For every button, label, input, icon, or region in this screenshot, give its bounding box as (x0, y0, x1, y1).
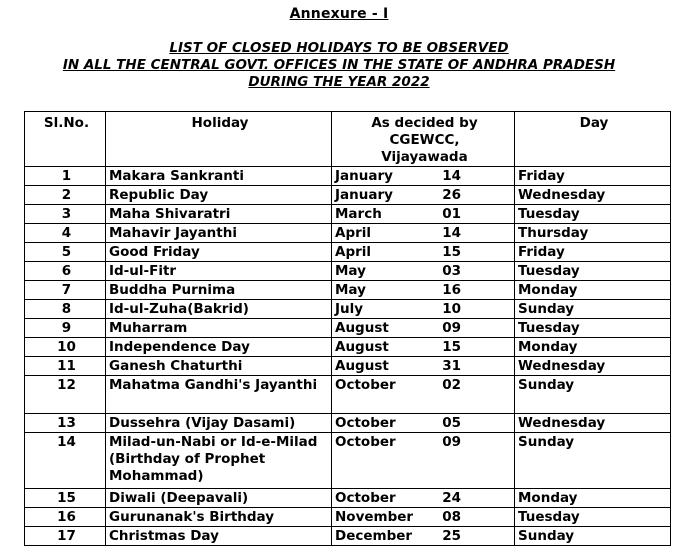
cell-holiday: Gurunanak's Birthday (106, 508, 332, 527)
cell-day: Monday (515, 489, 671, 508)
cell-date (332, 262, 515, 281)
month-text: May (335, 282, 366, 298)
title-line-2: IN ALL THE CENTRAL GOVT. OFFICES IN THE STATE OF ANDHRA PRADESH (62, 57, 616, 73)
cell-day: Wednesday (515, 357, 671, 376)
month-text: August (335, 358, 389, 374)
cell-day: Tuesday (515, 508, 671, 527)
month-text: May (335, 263, 366, 279)
date-number: 10 (442, 301, 461, 317)
cell-holiday: Independence Day (106, 338, 332, 357)
title-line-1: LIST OF CLOSED HOLIDAYS TO BE OBSERVED (169, 40, 509, 56)
date-number: 14 (442, 168, 461, 184)
header-sl-no: Sl.No. (25, 112, 106, 167)
cell-day: Wednesday (515, 186, 671, 205)
month-text: October (335, 434, 396, 450)
cell-holiday: Diwali (Deepavali) (106, 489, 332, 508)
cell-day: Thursday (515, 224, 671, 243)
cell-day: Tuesday (515, 262, 671, 281)
cell-date (332, 508, 515, 527)
cell-holiday: Good Friday (106, 243, 332, 262)
table-row (25, 281, 671, 300)
table-row (25, 167, 671, 186)
table-row (25, 376, 671, 414)
cell-sl-no: 11 (25, 357, 106, 376)
table-row (25, 319, 671, 338)
cell-sl-no: 14 (25, 433, 106, 489)
cell-sl-no: 12 (25, 376, 106, 414)
table-row (25, 224, 671, 243)
cell-sl-no: 2 (25, 186, 106, 205)
cell-date (332, 300, 515, 319)
cell-date (332, 281, 515, 300)
cell-date (332, 338, 515, 357)
title-line-3: DURING THE YEAR 2022 (248, 74, 430, 90)
cell-sl-no: 1 (25, 167, 106, 186)
table-row (25, 433, 671, 489)
table-row (25, 414, 671, 433)
date-number: 03 (442, 263, 461, 279)
cell-sl-no: 16 (25, 508, 106, 527)
date-number: 02 (442, 377, 461, 393)
date-number: 31 (442, 358, 461, 374)
month-text: December (335, 528, 413, 544)
table-row (25, 205, 671, 224)
cell-holiday: Milad-un-Nabi or Id-e-Milad (Birthday of Prophet Mohammad) (106, 433, 332, 489)
cell-sl-no: 5 (25, 243, 106, 262)
table-row (25, 338, 671, 357)
cell-holiday: Maha Shivaratri (106, 205, 332, 224)
table-row (25, 300, 671, 319)
cell-sl-no: 10 (25, 338, 106, 357)
cell-holiday: Mahatma Gandhi's Jayanthi (106, 376, 332, 414)
cell-day: Tuesday (515, 205, 671, 224)
date-number: 14 (442, 225, 461, 241)
cell-holiday: Buddha Purnima (106, 281, 332, 300)
date-number: 16 (442, 282, 461, 298)
date-number: 25 (442, 528, 461, 544)
month-text: October (335, 377, 396, 393)
cell-day: Monday (515, 281, 671, 300)
header-day: Day (515, 112, 671, 167)
month-text: November (335, 509, 414, 525)
cell-holiday: Id-ul-Zuha(Bakrid) (106, 300, 332, 319)
cell-date (332, 376, 515, 414)
table-row (25, 508, 671, 527)
cell-day: Sunday (515, 300, 671, 319)
table-body (25, 167, 671, 546)
table-row (25, 243, 671, 262)
date-number: 09 (442, 320, 461, 336)
table-row (25, 262, 671, 281)
month-text: April (335, 225, 372, 241)
month-text: January (335, 168, 393, 184)
month-text: April (335, 244, 372, 260)
cell-date (332, 243, 515, 262)
cell-day: Tuesday (515, 319, 671, 338)
cell-date (332, 489, 515, 508)
cell-date (332, 224, 515, 243)
cell-sl-no: 7 (25, 281, 106, 300)
table-row (25, 489, 671, 508)
month-text: October (335, 415, 396, 431)
cell-holiday: Id-ul-Fitr (106, 262, 332, 281)
cell-date (332, 167, 515, 186)
month-text: August (335, 339, 389, 355)
cell-day: Sunday (515, 376, 671, 414)
cell-holiday: Makara Sankranti (106, 167, 332, 186)
header-decided-by-line-2: CGEWCC, (389, 132, 460, 148)
date-number: 08 (442, 509, 461, 525)
date-number: 15 (442, 244, 461, 260)
month-text: October (335, 490, 396, 506)
header-decided-by (332, 112, 515, 167)
cell-date (332, 433, 515, 489)
cell-sl-no: 17 (25, 527, 106, 546)
cell-sl-no: 9 (25, 319, 106, 338)
cell-day: Friday (515, 167, 671, 186)
annexure-heading: Annexure - I (289, 6, 389, 22)
header-holiday: Holiday (106, 112, 332, 167)
cell-holiday: Ganesh Chaturthi (106, 357, 332, 376)
cell-holiday: Mahavir Jayanthi (106, 224, 332, 243)
cell-day: Sunday (515, 527, 671, 546)
date-number: 26 (442, 187, 461, 203)
cell-sl-no: 6 (25, 262, 106, 281)
month-text: July (335, 301, 364, 317)
cell-sl-no: 8 (25, 300, 106, 319)
table-row (25, 357, 671, 376)
header-decided-by-line-1: As decided by (371, 115, 478, 131)
month-text: March (335, 206, 382, 222)
date-number: 24 (442, 490, 461, 506)
cell-holiday: Muharram (106, 319, 332, 338)
table-row (25, 527, 671, 546)
cell-holiday: Christmas Day (106, 527, 332, 546)
date-number: 05 (442, 415, 461, 431)
cell-day: Friday (515, 243, 671, 262)
cell-date (332, 186, 515, 205)
cell-sl-no: 13 (25, 414, 106, 433)
cell-holiday: Dussehra (Vijay Dasami) (106, 414, 332, 433)
cell-sl-no: 4 (25, 224, 106, 243)
table-row (25, 186, 671, 205)
cell-sl-no: 3 (25, 205, 106, 224)
cell-date (332, 527, 515, 546)
date-number: 01 (442, 206, 461, 222)
header-decided-by-line-3: Vijayawada (381, 149, 468, 165)
cell-date (332, 319, 515, 338)
date-number: 09 (442, 434, 461, 450)
month-text: August (335, 320, 389, 336)
cell-date (332, 414, 515, 433)
date-number: 15 (442, 339, 461, 355)
cell-date (332, 357, 515, 376)
table-header-row (25, 112, 671, 167)
cell-holiday: Republic Day (106, 186, 332, 205)
cell-date (332, 205, 515, 224)
cell-day: Sunday (515, 433, 671, 489)
holiday-table (24, 111, 671, 546)
month-text: January (335, 187, 393, 203)
cell-day: Wednesday (515, 414, 671, 433)
cell-sl-no: 15 (25, 489, 106, 508)
cell-day: Monday (515, 338, 671, 357)
